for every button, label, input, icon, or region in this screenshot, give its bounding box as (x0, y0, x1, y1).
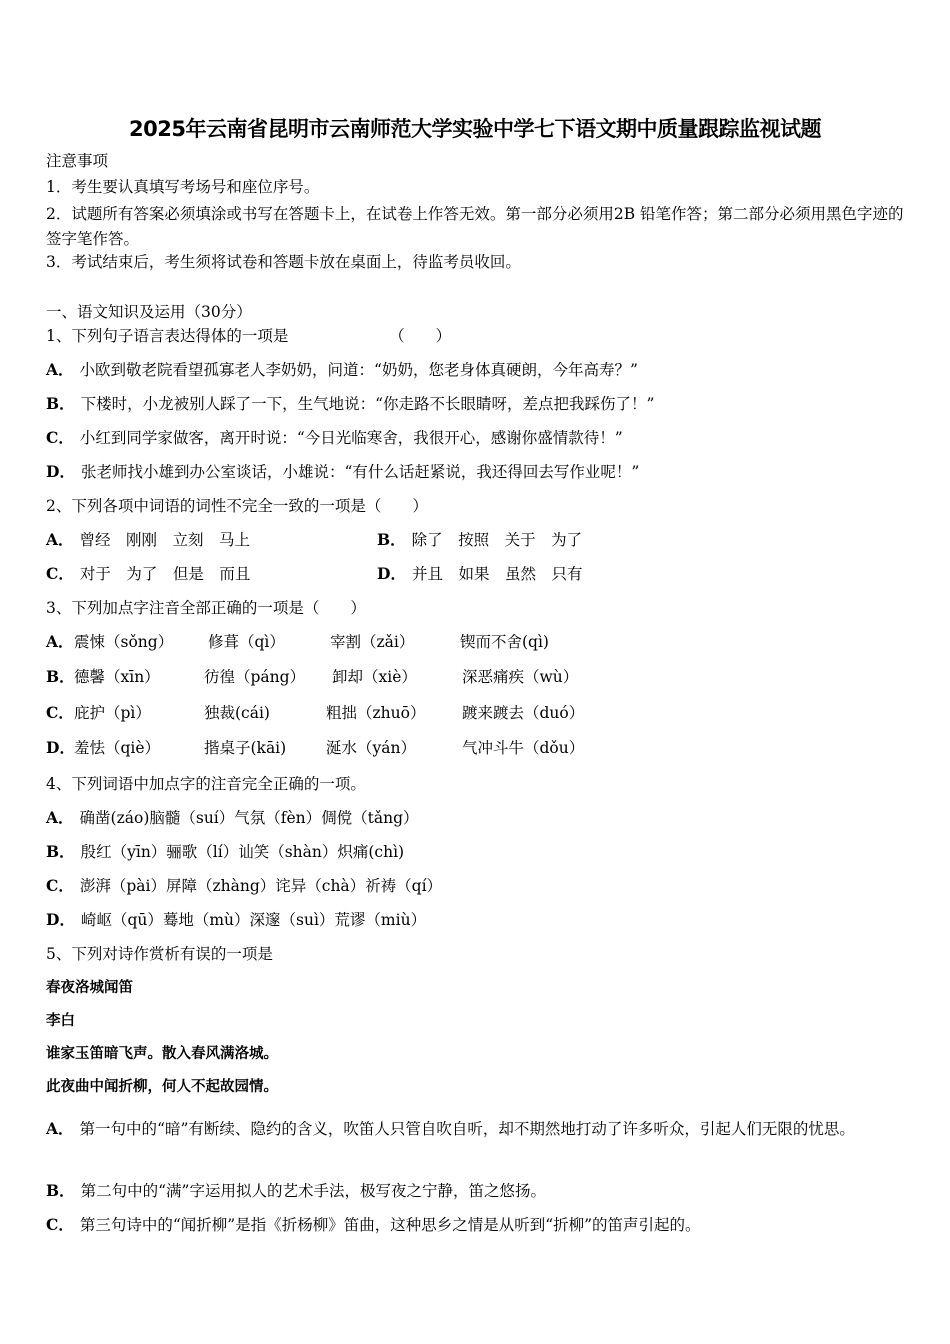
poem-line-2: 此夜曲中闻折柳，何人不起故园情。 (46, 1079, 278, 1095)
option-text: 并且 如果 虽然 只有 (411, 565, 583, 583)
option-label: D． (377, 564, 406, 583)
option-text: 下楼时，小龙被别人踩了一下，生气地说：“你走路不长眼睛呀，差点把我踩伤了！” (80, 395, 655, 413)
q3-cell: 气冲斗牛（dǒu） (462, 739, 585, 757)
q3-cell: 庇护（pì） (74, 704, 151, 722)
notice-heading: 注意事项 (46, 152, 109, 170)
q2-stem: 2、下列各项中词语的词性不完全一致的一项是（ ） (46, 497, 428, 515)
q3-cell: 粗拙（zhuō） (326, 704, 426, 722)
q3-stem: 3、下列加点字注音全部正确的一项是（ ） (46, 599, 366, 617)
q4-option-b (46, 842, 404, 862)
option-text: 殷红（yīn）骊歌（lí）讪笑（shàn）炽痛(chì) (80, 843, 405, 861)
poem-author: 李白 (46, 1013, 75, 1029)
option-label: B． (46, 842, 75, 861)
option-text: 澎湃（pài）屏障（zhàng）诧异（chà）祈祷（qí） (79, 877, 443, 895)
q1-stem: 1、下列句子语言表达得体的一项是 （ ） (46, 327, 452, 345)
q1-option-d (46, 462, 639, 482)
option-text: 第二句中的“满”字运用拟人的艺术手法，极写夜之宁静，笛之悠扬。 (80, 1182, 546, 1200)
q3-cell: 踱来踱去（duó） (462, 704, 585, 722)
q3-cell: 修葺（qì） (208, 633, 285, 651)
option-label: A． (46, 1119, 74, 1138)
notice-item-1: 1．考生要认真填写考场号和座位序号。 (46, 178, 320, 196)
q3-cell: 揩桌子(kāi) (204, 739, 287, 757)
q4-option-d (46, 910, 426, 930)
q2-option-b (377, 530, 582, 550)
option-text: 张老师找小雄到办公室谈话，小雄说：“有什么话赶紧说，我还得回去写作业呢！” (80, 463, 640, 481)
q3-row-c-label: C． (46, 703, 74, 722)
q1-option-a (46, 360, 638, 380)
q1-option-c (46, 428, 623, 448)
q2-option-d (377, 564, 582, 584)
q3-cell: 彷徨（páng） (204, 668, 306, 686)
q3-cell: 深恶痛疾（wù） (462, 668, 579, 686)
option-text: 曾经 刚刚 立刻 马上 (79, 531, 251, 549)
option-label: D． (46, 462, 75, 481)
option-text: 确凿(záo)脑髓（suí）气氛（fèn）倜傥（tǎng） (79, 809, 419, 827)
option-label: B． (46, 1181, 75, 1200)
q3-cell: 宰割（zǎi） (330, 633, 415, 651)
option-label: C． (46, 428, 74, 447)
q4-option-a (46, 808, 419, 828)
q2-option-a (46, 530, 250, 550)
q3-cell: 涎水（yán） (326, 739, 416, 757)
q1-option-b (46, 394, 654, 414)
q3-cell: 独裁(cái) (204, 704, 270, 722)
poem-title: 春夜洛城闻笛 (46, 980, 133, 996)
option-text: 崎岖（qū）蓦地（mù）深邃（suì）荒谬（miù） (80, 911, 427, 929)
option-label: C． (46, 564, 74, 583)
option-text: 小欧到敬老院看望孤寡老人李奶奶，问道：“奶奶，您老身体真硬朗，今年高寿？” (79, 361, 638, 379)
q3-cell: 锲而不舍(qì) (460, 633, 549, 651)
poem-line-1: 谁家玉笛暗飞声。散入春风满洛城。 (46, 1046, 278, 1062)
q3-cell: 震悚（sǒng） (74, 633, 174, 651)
option-text: 小红到同学家做客，离开时说：“今日光临寒舍，我很开心，感谢你盛情款待！” (79, 429, 623, 447)
option-text: 除了 按照 关于 为了 (411, 531, 583, 549)
q3-row-d-label: D． (46, 738, 75, 757)
option-label: B． (46, 394, 75, 413)
option-label: C． (46, 1215, 74, 1234)
option-label: C． (46, 876, 74, 895)
q4-stem: 4、下列词语中加点字的注音完全正确的一项。 (46, 775, 366, 793)
option-text: 第三句诗中的“闻折柳”是指《折杨柳》笛曲，这种思乡之情是从听到“折柳”的笛声引起的。 (79, 1216, 701, 1234)
q3-cell: 德馨（xīn） (74, 668, 160, 686)
option-label: B． (377, 530, 406, 549)
q3-cell: 卸却（xiè） (332, 668, 417, 686)
option-label: A． (46, 530, 74, 549)
q5-stem: 5、下列对诗作赏析有误的一项是 (46, 945, 273, 963)
notice-item-3: 3．考试结束后，考生须将试卷和答题卡放在桌面上，待监考员收回。 (46, 253, 521, 271)
option-text: 第一句中的“暗”有断续、隐约的含义，吹笛人只管自吹自听，却不期然地打动了许多听众，引起人们无限的忧思。 (79, 1120, 855, 1138)
notice-item-2: 2．试题所有答案必须填涂或书写在答题卡上，在试卷上作答无效。第一部分必须用2B 铅笔作答；第二部分必须用黑色字迹的签字笔作答。 (46, 205, 904, 248)
q2-option-c (46, 564, 250, 584)
q3-row-b-label: B． (46, 667, 75, 686)
option-label: A． (46, 360, 74, 379)
q3-cell: 羞怯（qiè） (74, 739, 161, 757)
q3-row-a-label: A． (46, 632, 74, 651)
option-text: 对于 为了 但是 而且 (79, 565, 251, 583)
q5-option-a (46, 1110, 904, 1148)
option-label: A． (46, 808, 74, 827)
section-heading: 一、语文知识及运用（30分） (46, 303, 252, 321)
option-label: D． (46, 910, 75, 929)
q4-option-c (46, 876, 442, 896)
page-title: 2025年云南省昆明市云南师范大学实验中学七下语文期中质量跟踪监视试题 (129, 117, 821, 141)
q5-option-c (46, 1215, 701, 1235)
q5-option-b (46, 1181, 546, 1201)
